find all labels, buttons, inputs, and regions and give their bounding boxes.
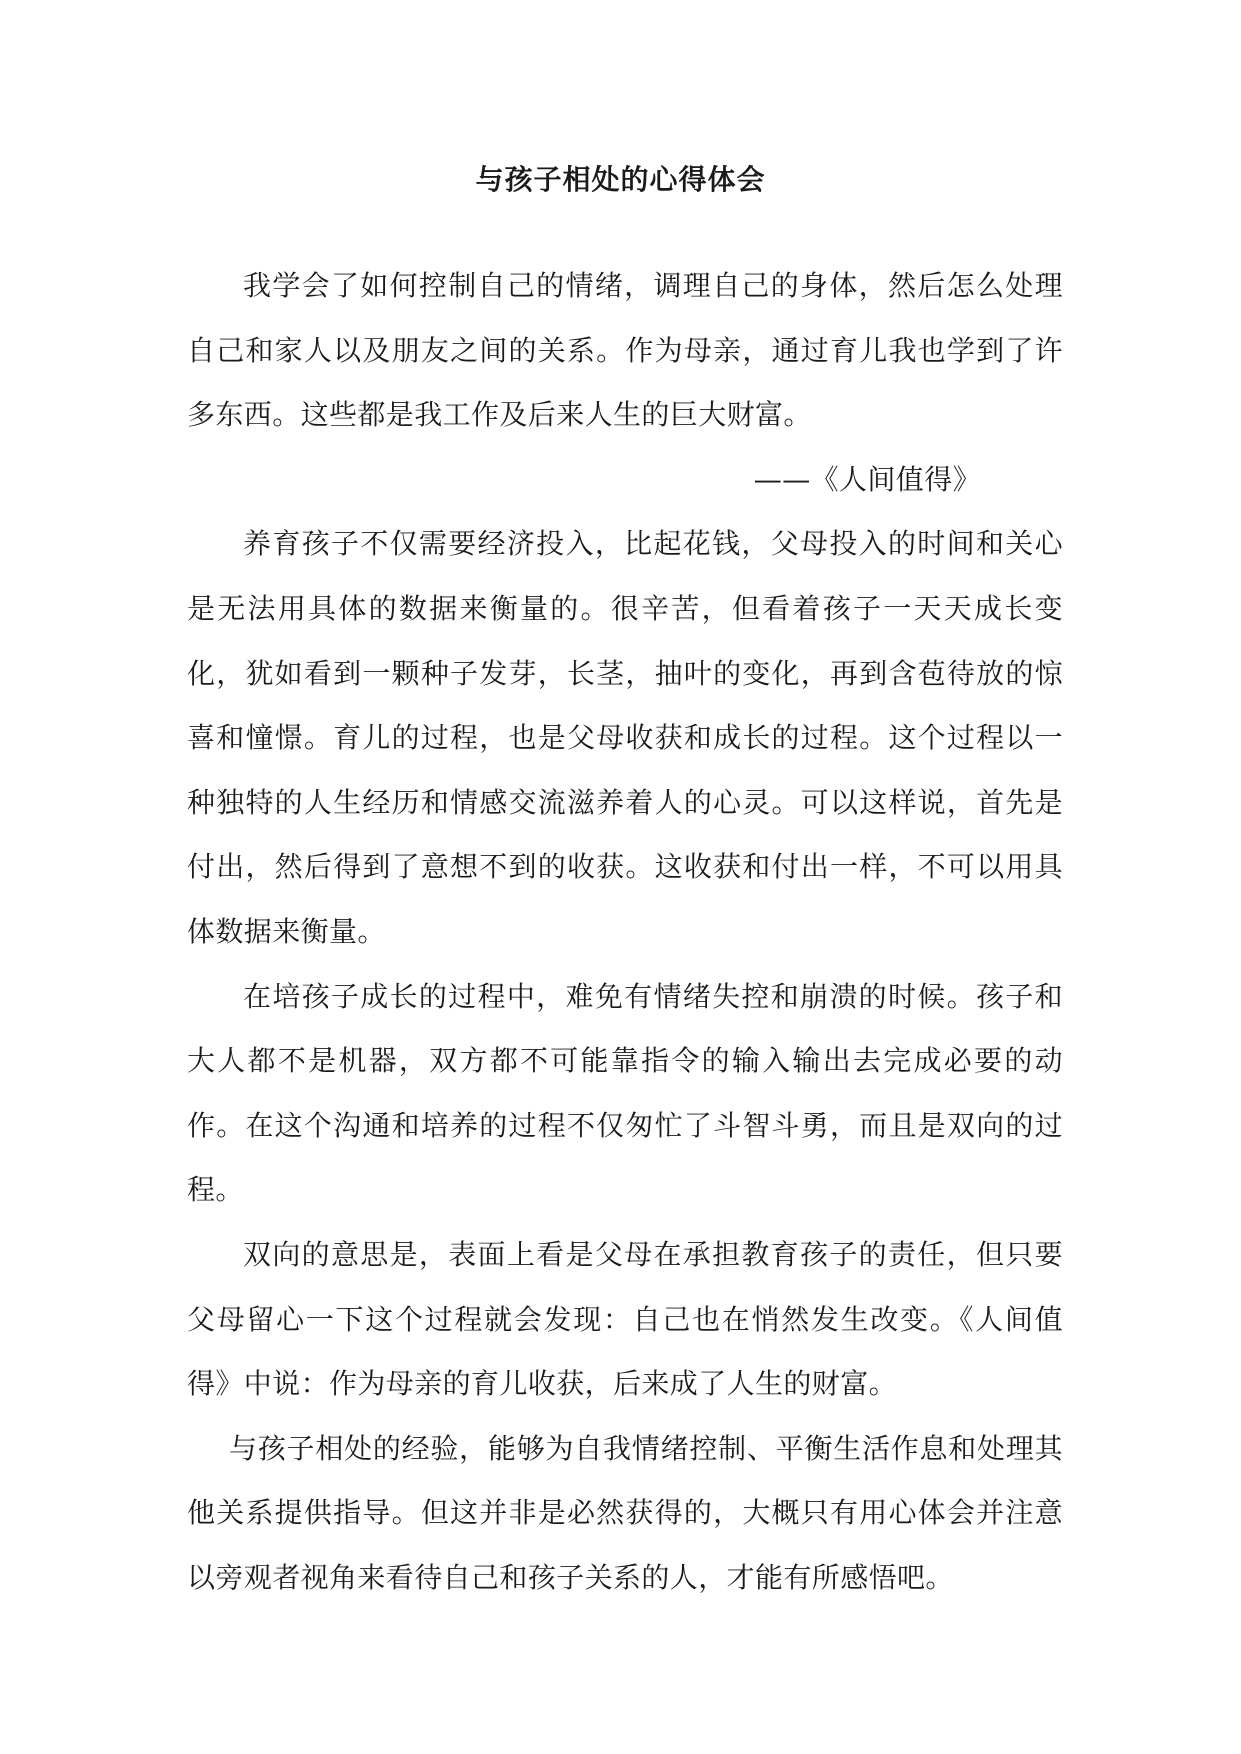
document-body xyxy=(187,254,1063,1610)
paragraph-2: 养育孩子不仅需要经济投入，比起花钱，父母投入的时间和关心是无法用具体的数据来衡量的。很辛苦，但看着孩子一天天成长变化，犹如看到一颗种子发芽，长茎，抽叶的变化，再到含苞待放的惊喜和憧憬。育儿的过程，也是父母收获和成长的过程。这个过程以一种独特的人生经历和情感交流滋养着人的心灵。可以这样说，首先是付出，然后得到了意想不到的收获。这收获和付出一样，不可以用具体数据来衡量。 xyxy=(187,527,1063,948)
paragraph-3: 在培孩子成长的过程中，难免有情绪失控和崩溃的时候。孩子和大人都不是机器，双方都不可能靠指令的输入输出去完成必要的动作。在这个沟通和培养的过程不仅匆忙了斗智斗勇，而且是双向的过程。 xyxy=(187,979,1063,1207)
document-title: 与孩子相处的心得体会 xyxy=(475,163,766,196)
paragraph-4: 双向的意思是，表面上看是父母在承担教育孩子的责任，但只要父母留心一下这个过程就会发现：自己也在悄然发生改变。《人间值得》中说：作为母亲的育儿收获，后来成了人生的财富。 xyxy=(187,1237,1063,1401)
paragraph-1: 我学会了如何控制自己的情绪，调理自己的身体，然后怎么处理自己和家人以及朋友之间的关系。作为母亲，通过育儿我也学到了许多东西。这些都是我工作及后来人生的巨大财富。 xyxy=(187,269,1063,432)
quote-attribution: ——《人间值得》 xyxy=(753,462,981,496)
paragraph-5: 与孩子相处的经验，能够为自我情绪控制、平衡生活作息和处理其他关系提供指导。但这并非是必然获得的，大概只有用心体会并注意以旁观者视角来看待自己和孩子关系的人，才能有所感悟吧。 xyxy=(187,1431,1063,1594)
